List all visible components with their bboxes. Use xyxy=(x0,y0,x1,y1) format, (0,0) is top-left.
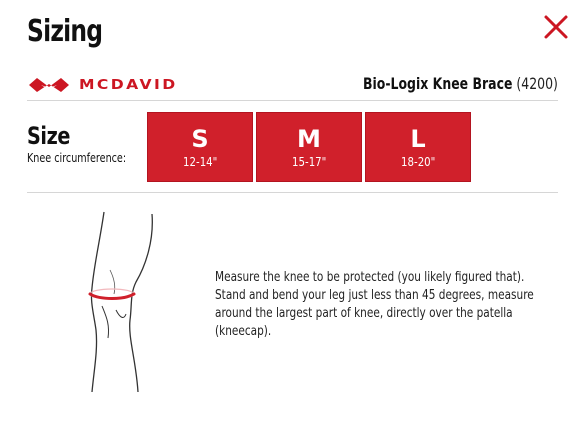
product-name: Bio-Logix Knee Brace xyxy=(363,74,513,93)
page-title: Sizing xyxy=(27,14,103,49)
size-option-l[interactable] xyxy=(365,112,471,182)
brand-logo-text: MCDAVID xyxy=(79,77,178,93)
close-icon[interactable] xyxy=(541,12,571,42)
mcdavid-logo-icon xyxy=(27,76,71,94)
size-option-s[interactable] xyxy=(147,112,253,182)
size-label: Size xyxy=(27,122,71,150)
size-row xyxy=(27,102,558,193)
size-letter: L xyxy=(410,125,426,153)
size-range: 12-14" xyxy=(182,155,218,169)
knee-circumference-label: Knee circumference: xyxy=(27,151,127,165)
brand-row xyxy=(27,70,558,101)
size-range: 15-17" xyxy=(291,155,327,169)
size-options xyxy=(147,112,471,182)
size-letter: M xyxy=(297,125,321,153)
size-letter: S xyxy=(191,125,209,153)
product-model: (4200) xyxy=(516,74,558,93)
measurement-instructions: Measure the knee to be protected (you likely figured that). Stand and bend your leg just less than 45 degrees, measure around the largest part of knee, directly over the patella (kneecap). xyxy=(215,269,534,339)
brand-logo xyxy=(27,75,197,95)
size-range: 18-20" xyxy=(400,155,436,169)
close-button[interactable] xyxy=(541,12,571,42)
size-option-m[interactable] xyxy=(256,112,362,182)
size-label-group xyxy=(27,122,151,165)
knee-measurement-illustration xyxy=(80,210,160,395)
product-title xyxy=(363,74,558,93)
